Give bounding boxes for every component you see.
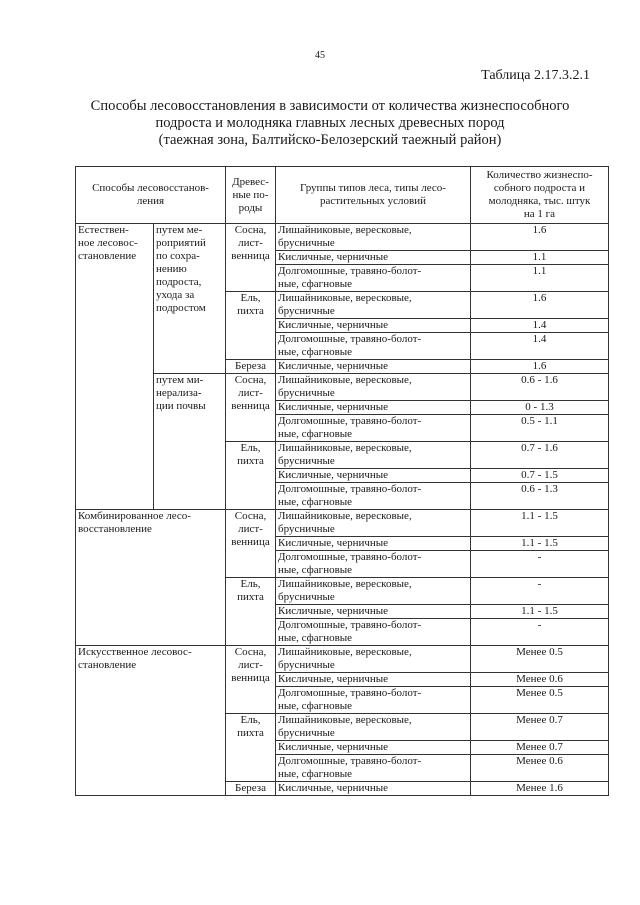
table-title [60, 98, 600, 149]
quantity-value: 1.1 [471, 265, 609, 292]
quantity-value: Менее 0.7 [471, 741, 609, 755]
table-row [76, 646, 609, 673]
quantity-value: - [471, 551, 609, 578]
quantity-value: Менее 0.6 [471, 755, 609, 782]
quantity-value: 0.6 - 1.6 [471, 374, 609, 401]
table-row [76, 510, 609, 537]
forest-type-lichen: Лишайниковые, вересковые, брусничные [276, 224, 471, 251]
species-birch: Береза [226, 782, 276, 796]
forest-type-oxalis: Кисличные, черничные [276, 673, 471, 687]
forest-type-lichen: Лишайниковые, вересковые, брусничные [276, 578, 471, 605]
method-natural-mineralization: путем ми- нерализа- ции почвы [154, 374, 226, 510]
forest-type-oxalis: Кисличные, черничные [276, 469, 471, 483]
method-natural: Естествен- ное лесовос- становление [76, 224, 154, 510]
quantity-value: 1.1 - 1.5 [471, 537, 609, 551]
species-pine-larch: Сосна, лист- венница [226, 374, 276, 442]
table-number: Таблица 2.17.3.2.1 [481, 68, 590, 83]
quantity-value: - [471, 619, 609, 646]
quantity-value: Менее 0.5 [471, 687, 609, 714]
table-title-line: Способы лесовосстановления в зависимости от количества жизнеспособного [90, 98, 570, 114]
header-species: Древес- ные по- роды [226, 167, 276, 224]
species-birch: Береза [226, 360, 276, 374]
forest-type-oxalis: Кисличные, черничные [276, 401, 471, 415]
quantity-value: 1.4 [471, 333, 609, 360]
forest-type-longmoss: Долгомошные, травяно-болот- ные, сфагновые [276, 551, 471, 578]
quantity-value: 0.7 - 1.6 [471, 442, 609, 469]
species-spruce-fir: Ель, пихта [226, 578, 276, 646]
quantity-value: 1.4 [471, 319, 609, 333]
table-title-line: подроста и молодняка главных лесных древесных пород [155, 115, 505, 131]
forest-type-oxalis: Кисличные, черничные [276, 537, 471, 551]
quantity-value: 0 - 1.3 [471, 401, 609, 415]
forest-type-longmoss: Долгомошные, травяно-болот- ные, сфагновые [276, 265, 471, 292]
method-combined: Комбинированное лесо- восстановление [76, 510, 226, 646]
forest-type-longmoss: Долгомошные, травяно-болот- ные, сфагновые [276, 333, 471, 360]
method-natural-preservation: путем ме- роприятий по сохра- нению подроста, ухода за подростом [154, 224, 226, 374]
species-spruce-fir: Ель, пихта [226, 442, 276, 510]
quantity-value: 1.6 [471, 292, 609, 319]
quantity-value: 0.6 - 1.3 [471, 483, 609, 510]
quantity-value: Менее 0.6 [471, 673, 609, 687]
table-header-row [76, 167, 609, 224]
quantity-value: 1.6 [471, 224, 609, 251]
forest-type-lichen: Лишайниковые, вересковые, брусничные [276, 442, 471, 469]
header-quantity: Количество жизнеспо- собного подроста и молодняка, тыс. штук на 1 га [471, 167, 609, 224]
header-forest-types: Группы типов леса, типы лесо- растительных условий [276, 167, 471, 224]
forest-type-oxalis: Кисличные, черничные [276, 741, 471, 755]
forest-type-longmoss: Долгомошные, травяно-болот- ные, сфагновые [276, 687, 471, 714]
forest-type-longmoss: Долгомошные, травяно-болот- ные, сфагновые [276, 415, 471, 442]
species-spruce-fir: Ель, пихта [226, 292, 276, 360]
method-artificial: Искусственное лесовос- становление [76, 646, 226, 796]
species-spruce-fir: Ель, пихта [226, 714, 276, 782]
quantity-value: - [471, 578, 609, 605]
quantity-value: Менее 0.5 [471, 646, 609, 673]
forest-type-longmoss: Долгомошные, травяно-болот- ные, сфагновые [276, 483, 471, 510]
quantity-value: 1.1 - 1.5 [471, 605, 609, 619]
table-title-line: (таежная зона, Балтийско-Белозерский таежный район) [158, 132, 502, 148]
forest-type-lichen: Лишайниковые, вересковые, брусничные [276, 374, 471, 401]
header-methods: Способы лесовосстанов- ления [76, 167, 226, 224]
forest-type-lichen: Лишайниковые, вересковые, брусничные [276, 292, 471, 319]
forest-type-longmoss: Долгомошные, травяно-болот- ные, сфагновые [276, 619, 471, 646]
quantity-value: 0.7 - 1.5 [471, 469, 609, 483]
species-pine-larch: Сосна, лист- венница [226, 646, 276, 714]
forest-type-oxalis: Кисличные, черничные [276, 319, 471, 333]
forest-type-oxalis: Кисличные, черничные [276, 782, 471, 796]
species-pine-larch: Сосна, лист- венница [226, 510, 276, 578]
forest-type-longmoss: Долгомошные, травяно-болот- ные, сфагновые [276, 755, 471, 782]
table-row [76, 374, 609, 401]
species-pine-larch: Сосна, лист- венница [226, 224, 276, 292]
forest-type-oxalis: Кисличные, черничные [276, 251, 471, 265]
quantity-value: 0.5 - 1.1 [471, 415, 609, 442]
reforestation-table [75, 166, 609, 796]
forest-type-lichen: Лишайниковые, вересковые, брусничные [276, 646, 471, 673]
quantity-value: 1.1 [471, 251, 609, 265]
forest-type-lichen: Лишайниковые, вересковые, брусничные [276, 510, 471, 537]
forest-type-oxalis: Кисличные, черничные [276, 360, 471, 374]
forest-type-oxalis: Кисличные, черничные [276, 605, 471, 619]
table-row [76, 224, 609, 251]
quantity-value: 1.1 - 1.5 [471, 510, 609, 537]
quantity-value: 1.6 [471, 360, 609, 374]
page-number: 45 [315, 50, 325, 61]
quantity-value: Менее 0.7 [471, 714, 609, 741]
forest-type-lichen: Лишайниковые, вересковые, брусничные [276, 714, 471, 741]
quantity-value: Менее 1.6 [471, 782, 609, 796]
